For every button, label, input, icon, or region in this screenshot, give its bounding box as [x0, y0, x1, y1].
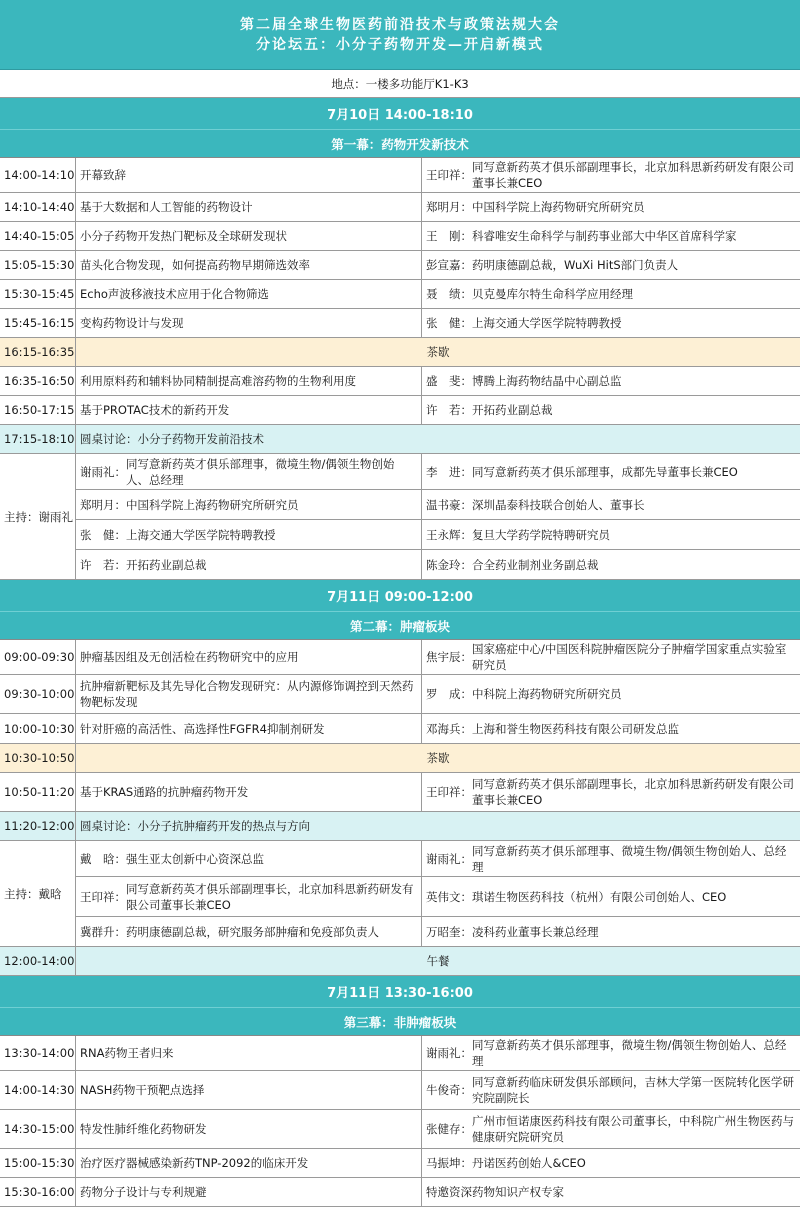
- break-label: 茶歇: [426, 751, 450, 765]
- session-topic: 开幕致辞: [76, 158, 422, 192]
- session-speaker: [422, 158, 800, 192]
- panelist-title: 同写意新药英才俱乐部理事，成都先导董事长兼CEO: [472, 464, 738, 479]
- session-speaker: [422, 222, 800, 250]
- session-time: 16:50-17:15: [0, 396, 76, 424]
- panel-row: [76, 490, 800, 520]
- speaker-title: 药明康德副总裁，WuXi HitS部门负责人: [472, 258, 679, 272]
- day2-section-title: 第二幕：肿瘤板块: [0, 612, 800, 640]
- panelist: [76, 877, 422, 916]
- agenda-row: [0, 309, 800, 338]
- speaker-name: 谢雨礼：: [426, 1046, 472, 1060]
- speaker-name: 特邀资深药物知识产权专家: [426, 1185, 564, 1199]
- session-speaker: [422, 309, 800, 337]
- tea-break-row: [0, 338, 800, 367]
- break-time: 16:15-16:35: [0, 338, 76, 366]
- panel-host: 主持：戴晗: [0, 841, 76, 946]
- agenda-row: [0, 1071, 800, 1110]
- speaker-title: 开拓药业副总裁: [472, 403, 553, 417]
- session-time: 14:40-15:05: [0, 222, 76, 250]
- roundtable-time: 11:20-12:00: [0, 812, 76, 840]
- speaker-name: 牛俊奇：: [426, 1083, 472, 1097]
- session-time: 13:30-14:00: [0, 1036, 76, 1070]
- agenda-row: [0, 222, 800, 251]
- panelist: [76, 520, 422, 549]
- speaker-title: 贝克曼库尔特生命科学应用经理: [472, 287, 633, 301]
- agenda-row: [0, 396, 800, 425]
- panelist-name: 王永辉：: [426, 527, 472, 542]
- panelist-title: 同写意新药英才俱乐部理事、微境生物/偶领生物创始人、总经理: [472, 843, 787, 874]
- roundtable-title: 圆桌讨论：小分子抗肿瘤药开发的热点与方向: [80, 819, 310, 833]
- day1-date-band: 7月10日 14:00-18:10: [0, 98, 800, 130]
- panelist-name: 戴 晗：: [80, 851, 126, 866]
- speaker-name: 邓海兵：: [426, 721, 472, 736]
- panelist-title: 合全药业制剂业务副总裁: [472, 557, 599, 572]
- speaker-title: 丹诺医药创始人&CEO: [472, 1156, 586, 1170]
- panelist: [422, 877, 800, 916]
- session-time: 15:30-16:00: [0, 1178, 76, 1206]
- session-topic: 利用原料药和辅料协同精制提高难溶药物的生物利用度: [76, 367, 422, 395]
- agenda-row: [0, 251, 800, 280]
- session-speaker: [422, 1178, 800, 1206]
- speaker-name: 郑明月：: [426, 200, 472, 214]
- panelist: [76, 550, 422, 579]
- session-speaker: [422, 714, 800, 743]
- speaker-title: 科睿唯安生命科学与制药事业部大中华区首席科学家: [472, 229, 737, 243]
- session-speaker: [422, 251, 800, 279]
- session-time: 15:00-15:30: [0, 1149, 76, 1177]
- panelist-name: 万昭奎：: [426, 924, 472, 939]
- lunch-time: 12:00-14:00: [0, 947, 76, 975]
- day1-section-title: 第一幕：药物开发新技术: [0, 130, 800, 158]
- session-time: 16:35-16:50: [0, 367, 76, 395]
- break-time: 10:30-10:50: [0, 744, 76, 772]
- session-speaker: [422, 280, 800, 308]
- panel-row: [76, 550, 800, 579]
- session-speaker: [422, 640, 800, 674]
- panelist: [76, 917, 422, 946]
- speaker-name: 张 健：: [426, 316, 472, 330]
- panelist-name: 冀群升：: [80, 924, 126, 939]
- speaker-name: 张健存：: [426, 1122, 472, 1136]
- panel-row: [76, 454, 800, 490]
- roundtable-row: [0, 812, 800, 841]
- panelist-name: 张 健：: [80, 527, 126, 542]
- panelist-title: 同写意新药英才俱乐部理事，微境生物/偶领生物创始人、总经理: [126, 456, 395, 487]
- speaker-title: 上海和誉生物医药科技有限公司研发总监: [472, 721, 679, 736]
- agenda-row: [0, 280, 800, 309]
- panelist-name: 陈金玲：: [426, 557, 472, 572]
- session-time: 10:50-11:20: [0, 773, 76, 811]
- roundtable-row: [0, 425, 800, 454]
- panelist: [422, 520, 800, 549]
- session-time: 15:30-15:45: [0, 280, 76, 308]
- session-topic: 基于KRAS通路的抗肿瘤药物开发: [76, 773, 422, 811]
- session-topic: Echo声波移液技术应用于化合物筛选: [76, 280, 422, 308]
- agenda-row: [0, 1036, 800, 1071]
- venue-location: 地点：一楼多功能厅K1-K3: [0, 70, 800, 98]
- session-time: 14:10-14:40: [0, 193, 76, 221]
- break-label: 茶歇: [426, 345, 450, 359]
- speaker-name: 王 刚：: [426, 229, 472, 243]
- tea-break-row: [0, 744, 800, 773]
- panelist-title: 强生亚太创新中心资深总监: [126, 851, 264, 866]
- session-time: 14:00-14:30: [0, 1071, 76, 1109]
- session-topic: 肿瘤基因组及无创活检在药物研究中的应用: [76, 640, 422, 674]
- speaker-title: 同写意新药英才俱乐部副理事长，北京加科思新药研发有限公司董事长兼CEO: [472, 777, 794, 807]
- conference-title: 第二届全球生物医药前沿技术与政策法规大会: [240, 16, 560, 33]
- panelist: [422, 841, 800, 876]
- speaker-title: 博腾上海药物结晶中心副总监: [472, 374, 622, 388]
- panelist: [422, 490, 800, 519]
- session-topic: 治疗医疗器械感染新药TNP-2092的临床开发: [76, 1149, 422, 1177]
- day3-section-title: 第三幕：非肿瘤板块: [0, 1008, 800, 1036]
- session-speaker: [422, 193, 800, 221]
- agenda-row: [0, 1110, 800, 1149]
- session-speaker: [422, 1071, 800, 1109]
- agenda-row: [0, 675, 800, 714]
- speaker-title: 同写意新药英才俱乐部副理事长，北京加科思新药研发有限公司董事长兼CEO: [472, 160, 794, 190]
- speaker-name: 王印祥：: [426, 168, 472, 182]
- day2-date-band: 7月11日 09:00-12:00: [0, 580, 800, 612]
- session-topic: 变构药物设计与发现: [76, 309, 422, 337]
- panelist-name: 李 进：: [426, 464, 472, 479]
- speaker-title: 中科院上海药物研究所研究员: [472, 687, 622, 701]
- session-topic: 基于PROTAC技术的新药开发: [76, 396, 422, 424]
- session-topic: NASH药物干预靶点选择: [76, 1071, 422, 1109]
- session-topic: 特发性肺纤维化药物研发: [76, 1110, 422, 1148]
- panelist-name: 谢雨礼：: [426, 851, 472, 866]
- speaker-name: 罗 成：: [426, 687, 472, 701]
- panel-row: [76, 917, 800, 946]
- agenda-row: [0, 1178, 800, 1207]
- panelist-title: 中国科学院上海药物研究所研究员: [126, 497, 299, 512]
- session-speaker: [422, 396, 800, 424]
- panel-group: [0, 841, 800, 947]
- agenda-row: [0, 714, 800, 744]
- speaker-name: 马振坤：: [426, 1156, 472, 1170]
- agenda-row: [0, 640, 800, 675]
- panelist-name: 温书豪：: [426, 497, 472, 512]
- session-topic: 抗肿瘤新靶标及其先导化合物发现研究：从内源修饰调控到天然药物靶标发现: [76, 675, 422, 713]
- agenda-row: [0, 367, 800, 396]
- panelist-title: 琪诺生物医药科技（杭州）有限公司创始人、CEO: [472, 889, 727, 904]
- panelist-name: 许 若：: [80, 557, 126, 572]
- panelist: [76, 490, 422, 519]
- session-topic: RNA药物王者归来: [76, 1036, 422, 1070]
- session-speaker: [422, 367, 800, 395]
- speaker-title: 同写意新药英才俱乐部理事，微境生物/偶领生物创始人、总经理: [472, 1038, 787, 1068]
- panelist: [76, 841, 422, 876]
- agenda-header: [0, 0, 800, 70]
- session-time: 09:00-09:30: [0, 640, 76, 674]
- panelist-title: 复旦大学药学院特聘研究员: [472, 527, 610, 542]
- speaker-title: 上海交通大学医学院特聘教授: [472, 316, 622, 330]
- panelist-title: 开拓药业副总裁: [126, 557, 207, 572]
- speaker-title: 同写意新药临床研发俱乐部顾问，吉林大学第一医院转化医学研究院副院长: [472, 1075, 794, 1105]
- session-speaker: [422, 675, 800, 713]
- session-topic: 针对肝癌的高活性、高选择性FGFR4抑制剂研发: [76, 714, 422, 743]
- session-topic: 苗头化合物发现，如何提高药物早期筛选效率: [76, 251, 422, 279]
- session-time: 09:30-10:00: [0, 675, 76, 713]
- lunch-row: [0, 947, 800, 976]
- day3-date-band: 7月11日 13:30-16:00: [0, 976, 800, 1008]
- session-topic: 小分子药物开发热门靶标及全球研发现状: [76, 222, 422, 250]
- speaker-name: 彭宣嘉：: [426, 258, 472, 272]
- session-time: 15:05-15:30: [0, 251, 76, 279]
- panelist-name: 王印祥：: [80, 889, 126, 904]
- roundtable-time: 17:15-18:10: [0, 425, 76, 453]
- panel-row: [76, 520, 800, 550]
- panelist: [76, 454, 422, 489]
- panelist-name: 谢雨礼：: [80, 464, 126, 479]
- speaker-name: 许 若：: [426, 403, 472, 417]
- forum-title: 分论坛五：小分子药物开发—开启新模式: [256, 36, 544, 53]
- session-speaker: [422, 1036, 800, 1070]
- speaker-name: 焦宇辰：: [426, 650, 472, 664]
- panel-host: 主持：谢雨礼: [0, 454, 76, 579]
- speaker-name: 盛 斐：: [426, 374, 472, 388]
- session-speaker: [422, 1149, 800, 1177]
- panelist-title: 上海交通大学医学院特聘教授: [126, 527, 276, 542]
- lunch-label: 午餐: [426, 954, 450, 968]
- roundtable-title: 圆桌讨论：小分子药物开发前沿技术: [80, 432, 264, 446]
- speaker-name: 王印祥：: [426, 785, 472, 799]
- session-time: 14:30-15:00: [0, 1110, 76, 1148]
- speaker-name: 聂 绩：: [426, 287, 472, 301]
- session-speaker: [422, 1110, 800, 1148]
- panelist: [422, 917, 800, 946]
- speaker-title: 广州市恒诺康医药科技有限公司董事长，中科院广州生物医药与健康研究院研究员: [472, 1114, 794, 1144]
- panel-group: [0, 454, 800, 580]
- agenda-row: [0, 1149, 800, 1178]
- agenda-row: [0, 158, 800, 193]
- session-speaker: [422, 773, 800, 811]
- panelist: [422, 454, 800, 489]
- session-time: 15:45-16:15: [0, 309, 76, 337]
- speaker-title: 中国科学院上海药物研究所研究员: [472, 200, 645, 214]
- session-time: 10:00-10:30: [0, 714, 76, 743]
- panelist-title: 药明康德副总裁，研究服务部肿瘤和免疫部负责人: [126, 924, 379, 939]
- session-time: 14:00-14:10: [0, 158, 76, 192]
- panelist-title: 深圳晶泰科技联合创始人、董事长: [472, 497, 645, 512]
- agenda-row: [0, 773, 800, 812]
- panel-row: [76, 841, 800, 877]
- agenda-row: [0, 193, 800, 222]
- panel-row: [76, 877, 800, 917]
- speaker-title: 国家癌症中心/中国医科院肿瘤医院分子肿瘤学国家重点实验室研究员: [472, 642, 787, 672]
- panelist-title: 凌科药业董事长兼总经理: [472, 924, 599, 939]
- panelist-name: 英伟文：: [426, 889, 472, 904]
- panelist: [422, 550, 800, 579]
- panelist-title: 同写意新药英才俱乐部副理事长，北京加科思新药研发有限公司董事长兼CEO: [126, 881, 414, 912]
- session-topic: 基于大数据和人工智能的药物设计: [76, 193, 422, 221]
- panelist-name: 郑明月：: [80, 497, 126, 512]
- session-topic: 药物分子设计与专利规避: [76, 1178, 422, 1206]
